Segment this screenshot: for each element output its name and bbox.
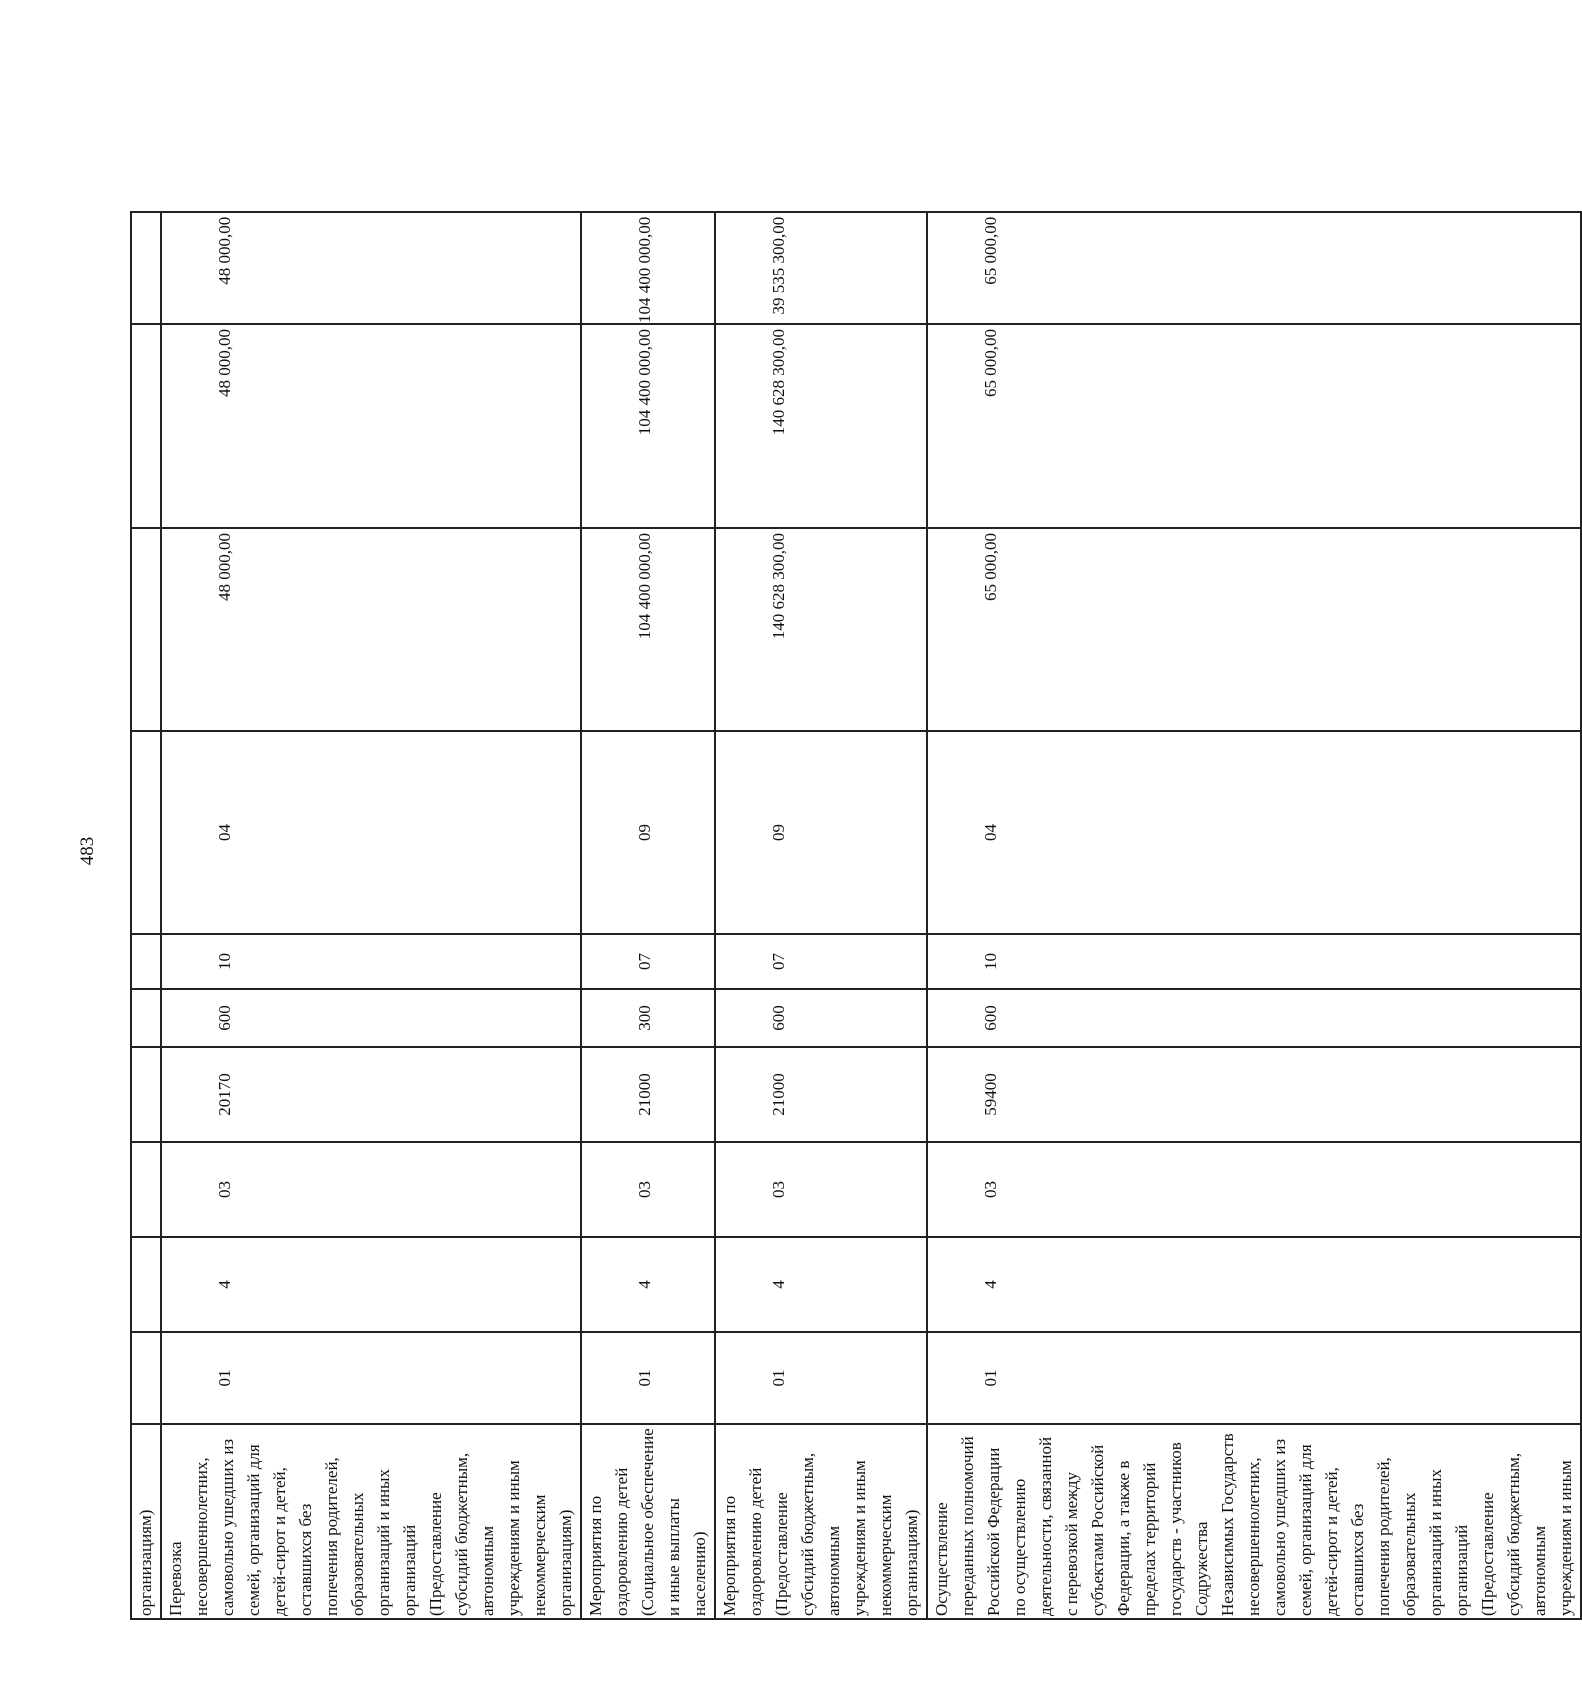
cell-amount-1: 140 628 300,00 [715, 528, 927, 731]
row-name: Перевозка несовершеннолетних, самовольно ушедших из семей, организаций для детей-сирот и детей, оставшихся без попечения родителей, образовательных организаций и иных организаций (Предоставление субсидий бюджетным, автономным учреждениям и иным некоммерческим организациям) [161, 1424, 581, 1619]
cell-subprogram [131, 1237, 161, 1332]
cell-activity: 03 [927, 1142, 1581, 1237]
cell-expense-type: 600 [161, 989, 581, 1047]
cell-section: 10 [927, 934, 1581, 989]
table-row [927, 212, 1581, 1619]
table-row [715, 212, 927, 1619]
cell-subsection [131, 731, 161, 934]
cell-expense-type [131, 989, 161, 1047]
cell-program: 01 [715, 1332, 927, 1424]
cell-amount-2: 48 000,00 [161, 324, 581, 528]
cell-program: 01 [927, 1332, 1581, 1424]
table-row [131, 212, 161, 1619]
cell-subsection: 04 [927, 731, 1581, 934]
cell-program: 01 [161, 1332, 581, 1424]
cell-section [131, 934, 161, 989]
cell-section: 10 [161, 934, 581, 989]
cell-amount-1: 104 400 000,00 [581, 528, 715, 731]
cell-subprogram: 4 [581, 1237, 715, 1332]
cell-direction: 20170 [161, 1047, 581, 1142]
cell-amount-3: 65 000,00 [927, 212, 1581, 324]
cell-subsection: 09 [581, 731, 715, 934]
cell-amount-1: 48 000,00 [161, 528, 581, 731]
cell-subprogram: 4 [715, 1237, 927, 1332]
cell-program [131, 1332, 161, 1424]
cell-expense-type: 300 [581, 989, 715, 1047]
row-name: организациям) [131, 1424, 161, 1619]
cell-expense-type: 600 [927, 989, 1581, 1047]
cell-direction [131, 1047, 161, 1142]
cell-subsection: 04 [161, 731, 581, 934]
cell-amount-3 [131, 212, 161, 324]
cell-amount-3: 104 400 000,00 [581, 212, 715, 324]
cell-amount-2: 104 400 000,00 [581, 324, 715, 528]
cell-subprogram: 4 [161, 1237, 581, 1332]
cell-expense-type: 600 [715, 989, 927, 1047]
cell-amount-2: 65 000,00 [927, 324, 1581, 528]
cell-direction: 21000 [581, 1047, 715, 1142]
cell-program: 01 [581, 1332, 715, 1424]
cell-subprogram: 4 [927, 1237, 1581, 1332]
row-name: Мероприятия по оздоровлению детей (Социальное обеспечение и иные выплаты населению) [581, 1424, 715, 1619]
cell-direction: 59400 [927, 1047, 1581, 1142]
cell-activity: 03 [715, 1142, 927, 1237]
cell-amount-3: 48 000,00 [161, 212, 581, 324]
cell-activity: 03 [581, 1142, 715, 1237]
cell-activity: 03 [161, 1142, 581, 1237]
cell-section: 07 [581, 934, 715, 989]
row-name: Осуществление переданных полномочий Российской Федерации по осуществлению деятельности, связанной с перевозкой между субъектами Российской Федерации, а также в пределах территорий государств - участников Содружества Независимых Государств несовершеннолетних, самовольно ушедших из семей, организаций для детей-сирот и детей, оставшихся без попечения родителей, образовательных организаций и иных организаций (Предоставление субсидий бюджетным, автономным учреждениям и иным [927, 1424, 1581, 1619]
cell-amount-2 [131, 324, 161, 528]
table-row [161, 212, 581, 1619]
cell-amount-2: 140 628 300,00 [715, 324, 927, 528]
cell-amount-1 [131, 528, 161, 731]
page-number: 483 [77, 836, 98, 866]
cell-section: 07 [715, 934, 927, 989]
row-name: Мероприятия по оздоровлению детей (Предоставление субсидий бюджетным, автономным учреждениям и иным некоммерческим организациям) [715, 1424, 927, 1619]
cell-amount-1: 65 000,00 [927, 528, 1581, 731]
cell-direction: 21000 [715, 1047, 927, 1142]
cell-activity [131, 1142, 161, 1237]
table-row [581, 212, 715, 1619]
cell-amount-3: 39 535 300,00 [715, 212, 927, 324]
budget-table [130, 211, 1582, 1620]
cell-subsection: 09 [715, 731, 927, 934]
